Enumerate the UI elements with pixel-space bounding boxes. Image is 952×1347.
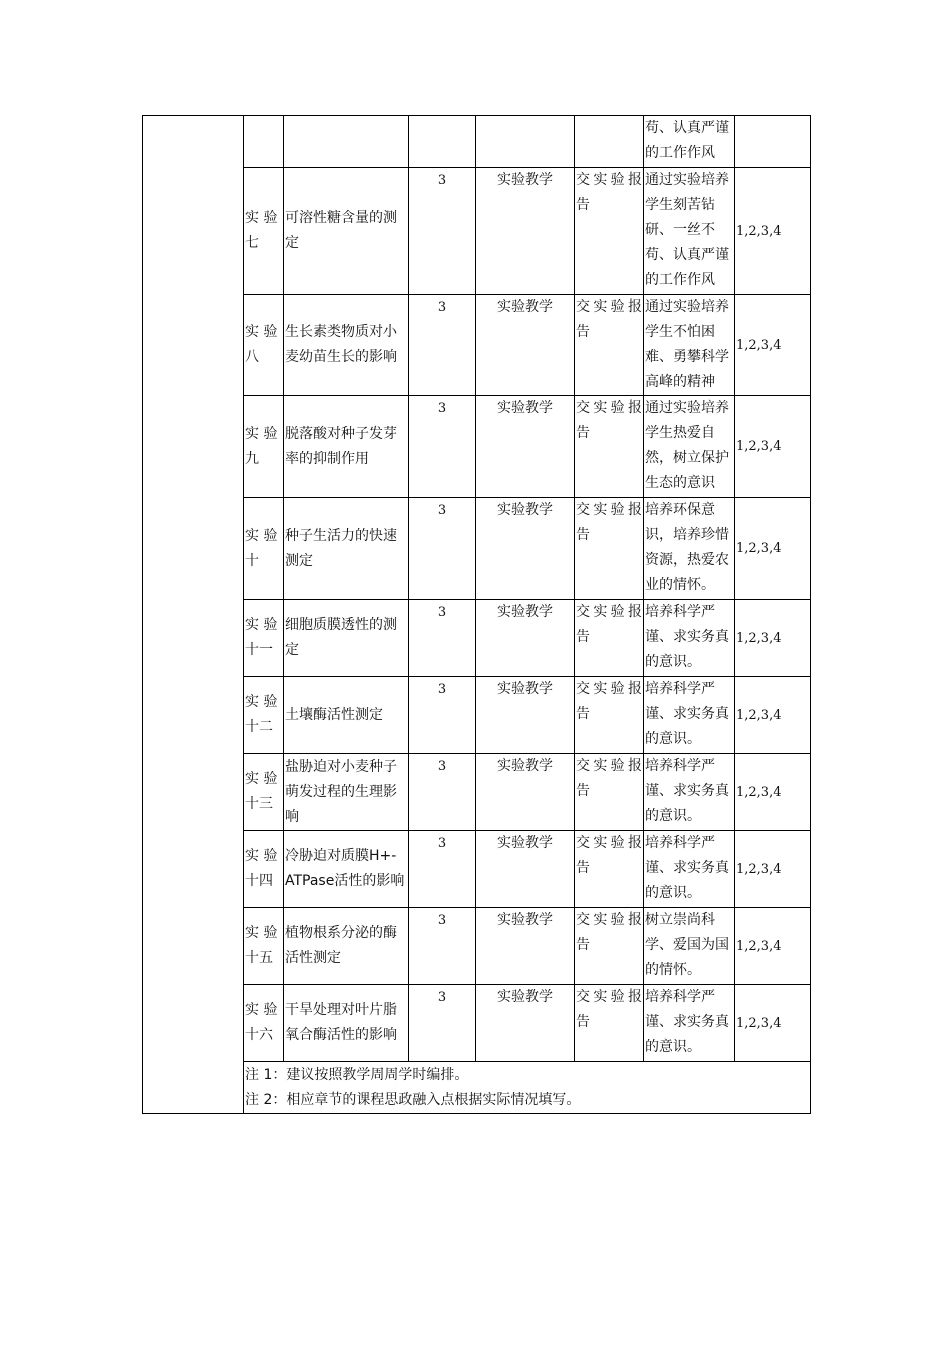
assessment-method: 交实验报告 <box>575 600 644 677</box>
teaching-method: 实验教学 <box>476 831 575 908</box>
course-objectives: 1,2,3,4 <box>735 908 811 985</box>
assessment-method: 交实验报告 <box>575 168 644 295</box>
experiment-row <box>143 600 811 677</box>
notes-row <box>143 1062 811 1114</box>
experiment-row <box>143 396 811 498</box>
experiment-label <box>244 396 284 498</box>
experiment-label-text: 实 验 八 <box>245 324 278 365</box>
experiment-row <box>143 295 811 396</box>
experiment-row <box>143 831 811 908</box>
note-line: 注 1：建议按照教学周周学时编排。 <box>245 1066 469 1083</box>
notes-cell <box>244 1062 811 1114</box>
experiment-row <box>143 498 811 600</box>
continuation-row <box>143 116 811 168</box>
experiment-name: 植物根系分泌的酶活性测定 <box>284 908 409 985</box>
class-hours: 3 <box>409 908 476 985</box>
assessment-method: 交实验报告 <box>575 985 644 1062</box>
experiment-label-text: 实 验 九 <box>245 425 278 467</box>
experiment-label <box>244 754 284 831</box>
class-hours: 3 <box>409 677 476 754</box>
course-objectives: 1,2,3,4 <box>735 498 811 600</box>
ideology-integration: 培养科学严谨、求实务真的意识。 <box>644 985 735 1062</box>
experiment-row <box>143 985 811 1062</box>
course-objectives: 1,2,3,4 <box>735 985 811 1062</box>
course-objectives: 1,2,3,4 <box>735 754 811 831</box>
experiment-name: 细胞质膜透性的测定 <box>284 600 409 677</box>
ideology-cell: 苟、认真严谨的工作作风 <box>644 116 735 168</box>
course-objectives: 1,2,3,4 <box>735 295 811 396</box>
assessment-method: 交实验报告 <box>575 677 644 754</box>
ideology-integration: 通过实验培养学生不怕困难、勇攀科学高峰的精神 <box>644 295 735 396</box>
experiment-name: 盐胁迫对小麦种子萌发过程的生理影响 <box>284 754 409 831</box>
teaching-method: 实验教学 <box>476 985 575 1062</box>
note-line: 注 2：相应章节的课程思政融入点根据实际情况填写。 <box>245 1091 581 1108</box>
ideology-integration: 培养环保意识，培养珍惜资源，热爱农业的情怀。 <box>644 498 735 600</box>
teaching-method: 实验教学 <box>476 168 575 295</box>
ideology-integration: 培养科学严谨、求实务真的意识。 <box>644 600 735 677</box>
experiment-schedule-table <box>142 115 811 1114</box>
experiment-label <box>244 985 284 1062</box>
course-objectives: 1,2,3,4 <box>735 831 811 908</box>
experiment-label-text: 实 验 十二 <box>245 694 278 735</box>
experiment-label <box>244 600 284 677</box>
experiment-name: 可溶性糖含量的测定 <box>284 168 409 295</box>
assessment-method: 交实验报告 <box>575 908 644 985</box>
teaching-method: 实验教学 <box>476 498 575 600</box>
ideology-integration: 培养科学严谨、求实务真的意识。 <box>644 831 735 908</box>
teaching-method: 实验教学 <box>476 396 575 498</box>
class-hours: 3 <box>409 831 476 908</box>
course-objectives: 1,2,3,4 <box>735 677 811 754</box>
class-hours: 3 <box>409 754 476 831</box>
experiment-label <box>244 295 284 396</box>
experiment-row <box>143 908 811 985</box>
assessment-method: 交实验报告 <box>575 498 644 600</box>
experiment-label-text: 实 验 十四 <box>245 848 278 889</box>
course-objectives: 1,2,3,4 <box>735 396 811 498</box>
ideology-integration: 通过实验培养学生刻苦钻研、一丝不苟、认真严谨的工作作风 <box>644 168 735 295</box>
teaching-method: 实验教学 <box>476 908 575 985</box>
experiment-label-text: 实 验 十 <box>245 527 278 569</box>
ideology-integration: 通过实验培养学生热爱自然，树立保护生态的意识 <box>644 396 735 498</box>
experiment-label <box>244 168 284 295</box>
experiment-name: 干旱处理对叶片脂氧合酶活性的影响 <box>284 985 409 1062</box>
experiment-row <box>143 754 811 831</box>
assessment-method: 交实验报告 <box>575 831 644 908</box>
assessment-method: 交实验报告 <box>575 295 644 396</box>
experiment-label <box>244 908 284 985</box>
experiment-label-text: 实 验 十六 <box>245 1002 278 1043</box>
assessment-method: 交实验报告 <box>575 754 644 831</box>
experiment-label-text: 实 验 七 <box>245 210 278 251</box>
ideology-integration: 培养科学严谨、求实务真的意识。 <box>644 677 735 754</box>
teaching-method: 实验教学 <box>476 754 575 831</box>
experiment-label <box>244 831 284 908</box>
class-hours: 3 <box>409 985 476 1062</box>
class-hours: 3 <box>409 168 476 295</box>
ideology-integration: 培养科学严谨、求实务真的意识。 <box>644 754 735 831</box>
class-hours: 3 <box>409 295 476 396</box>
teaching-method: 实验教学 <box>476 677 575 754</box>
teaching-method: 实验教学 <box>476 295 575 396</box>
experiment-row <box>143 168 811 295</box>
experiment-name: 土壤酶活性测定 <box>284 677 409 754</box>
class-hours: 3 <box>409 396 476 498</box>
experiment-name: 脱落酸对种子发芽率的抑制作用 <box>284 396 409 498</box>
class-hours: 3 <box>409 498 476 600</box>
experiment-label <box>244 677 284 754</box>
experiment-label-text: 实 验 十五 <box>245 925 278 966</box>
experiment-label <box>244 498 284 600</box>
experiment-name: 种子生活力的快速测定 <box>284 498 409 600</box>
teaching-method: 实验教学 <box>476 600 575 677</box>
course-objectives: 1,2,3,4 <box>735 168 811 295</box>
assessment-method: 交实验报告 <box>575 396 644 498</box>
ideology-integration: 树立崇尚科学、爱国为国的情怀。 <box>644 908 735 985</box>
experiment-row <box>143 677 811 754</box>
experiment-label-text: 实 验 十三 <box>245 771 278 812</box>
class-hours: 3 <box>409 600 476 677</box>
experiment-name: 生长素类物质对小麦幼苗生长的影响 <box>284 295 409 396</box>
merged-left-column-cell <box>143 116 244 1114</box>
course-objectives: 1,2,3,4 <box>735 600 811 677</box>
experiment-label-text: 实 验 十一 <box>245 617 278 658</box>
experiment-name: 冷胁迫对质膜H+-ATPase活性的影响 <box>284 831 409 908</box>
